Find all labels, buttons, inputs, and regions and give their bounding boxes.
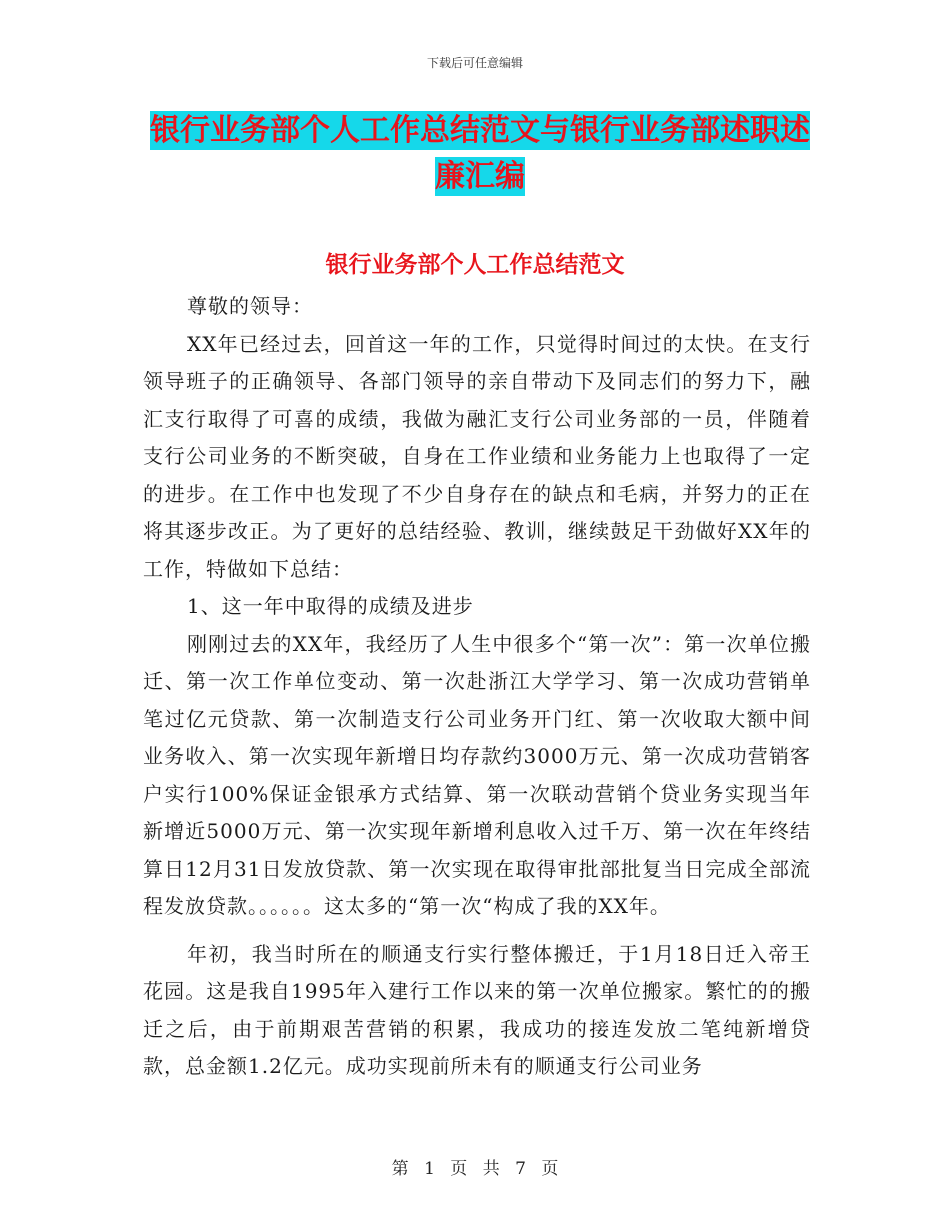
- footer-label-di: 第: [391, 1159, 409, 1179]
- footer-current-page: 1: [424, 1159, 435, 1179]
- paragraph-relocation: 年初，我当时所在的顺通支行实行整体搬迁，于1月18日迁入帝王花园。这是我自1995年入建行工作以来的第一次单位搬家。繁忙的的搬迁之后，由于前期艰苦营销的积累，我成功的接连发放二笔纯新增贷款，总金额1.2亿元。成功实现前所未有的顺通支行公司业务: [143, 941, 811, 1078]
- paragraph-firsts: 刚刚过去的XX年，我经历了人生中很多个“第一次”：第一次单位搬迁、第一次工作单位变动、第一次赴浙江大学学习、第一次成功营销单笔过亿元贷款、第一次制造支行公司业务开门红、第一次收取大额中间业务收入、第一次实现年新增日均存款约3000万元、第一次成功营销客户实行100%保证金银承方式结算、第一次联动营销个贷业务实现当年新增近5000万元、第一次实现年新增利息收入过千万、第一次在年终结算日12月31日发放贷款、第一次实现在取得审批部批复当日完成全部流程发放贷款。。。。。。这太多的“第一次“构成了我的XX年。: [143, 631, 811, 918]
- footer-total-pages: 7: [515, 1159, 526, 1179]
- footer-label-ye: 页: [450, 1159, 468, 1179]
- paragraph-heading-achievements: 1、这一年中取得的成绩及进步: [187, 594, 474, 618]
- paragraph-intro: XX年已经过去，回首这一年的工作，只觉得时间过的太快。在支行领导班子的正确领导、各部门领导的亲自带动下及同志们的努力下，融汇支行取得了可喜的成绩，我做为融汇支行公司业务部的一员，伴随着支行公司业务的不断突破，自身在工作业绩和业务能力上也取得了一定的进步。在工作中也发现了不少自身存在的缺点和毛病，并努力的正在将其逐步改正。为了更好的总结经验、教训，继续鼓足干劲做好XX年的工作，特做如下总结：: [143, 331, 811, 581]
- main-title-text: 银行业务部个人工作总结范文与银行业务部述职述廉汇编: [150, 113, 810, 194]
- page-footer: [0, 1154, 950, 1179]
- footer-label-gong: 共: [482, 1159, 500, 1179]
- paragraph-salutation: 尊敬的领导：: [187, 294, 313, 318]
- document-body: [143, 288, 811, 1086]
- section-title: 银行业务部个人工作总结范文: [325, 252, 625, 278]
- document-main-title: [150, 108, 810, 200]
- header-note: 下载后可任意编辑: [426, 56, 523, 70]
- footer-label-ye2: 页: [541, 1159, 559, 1179]
